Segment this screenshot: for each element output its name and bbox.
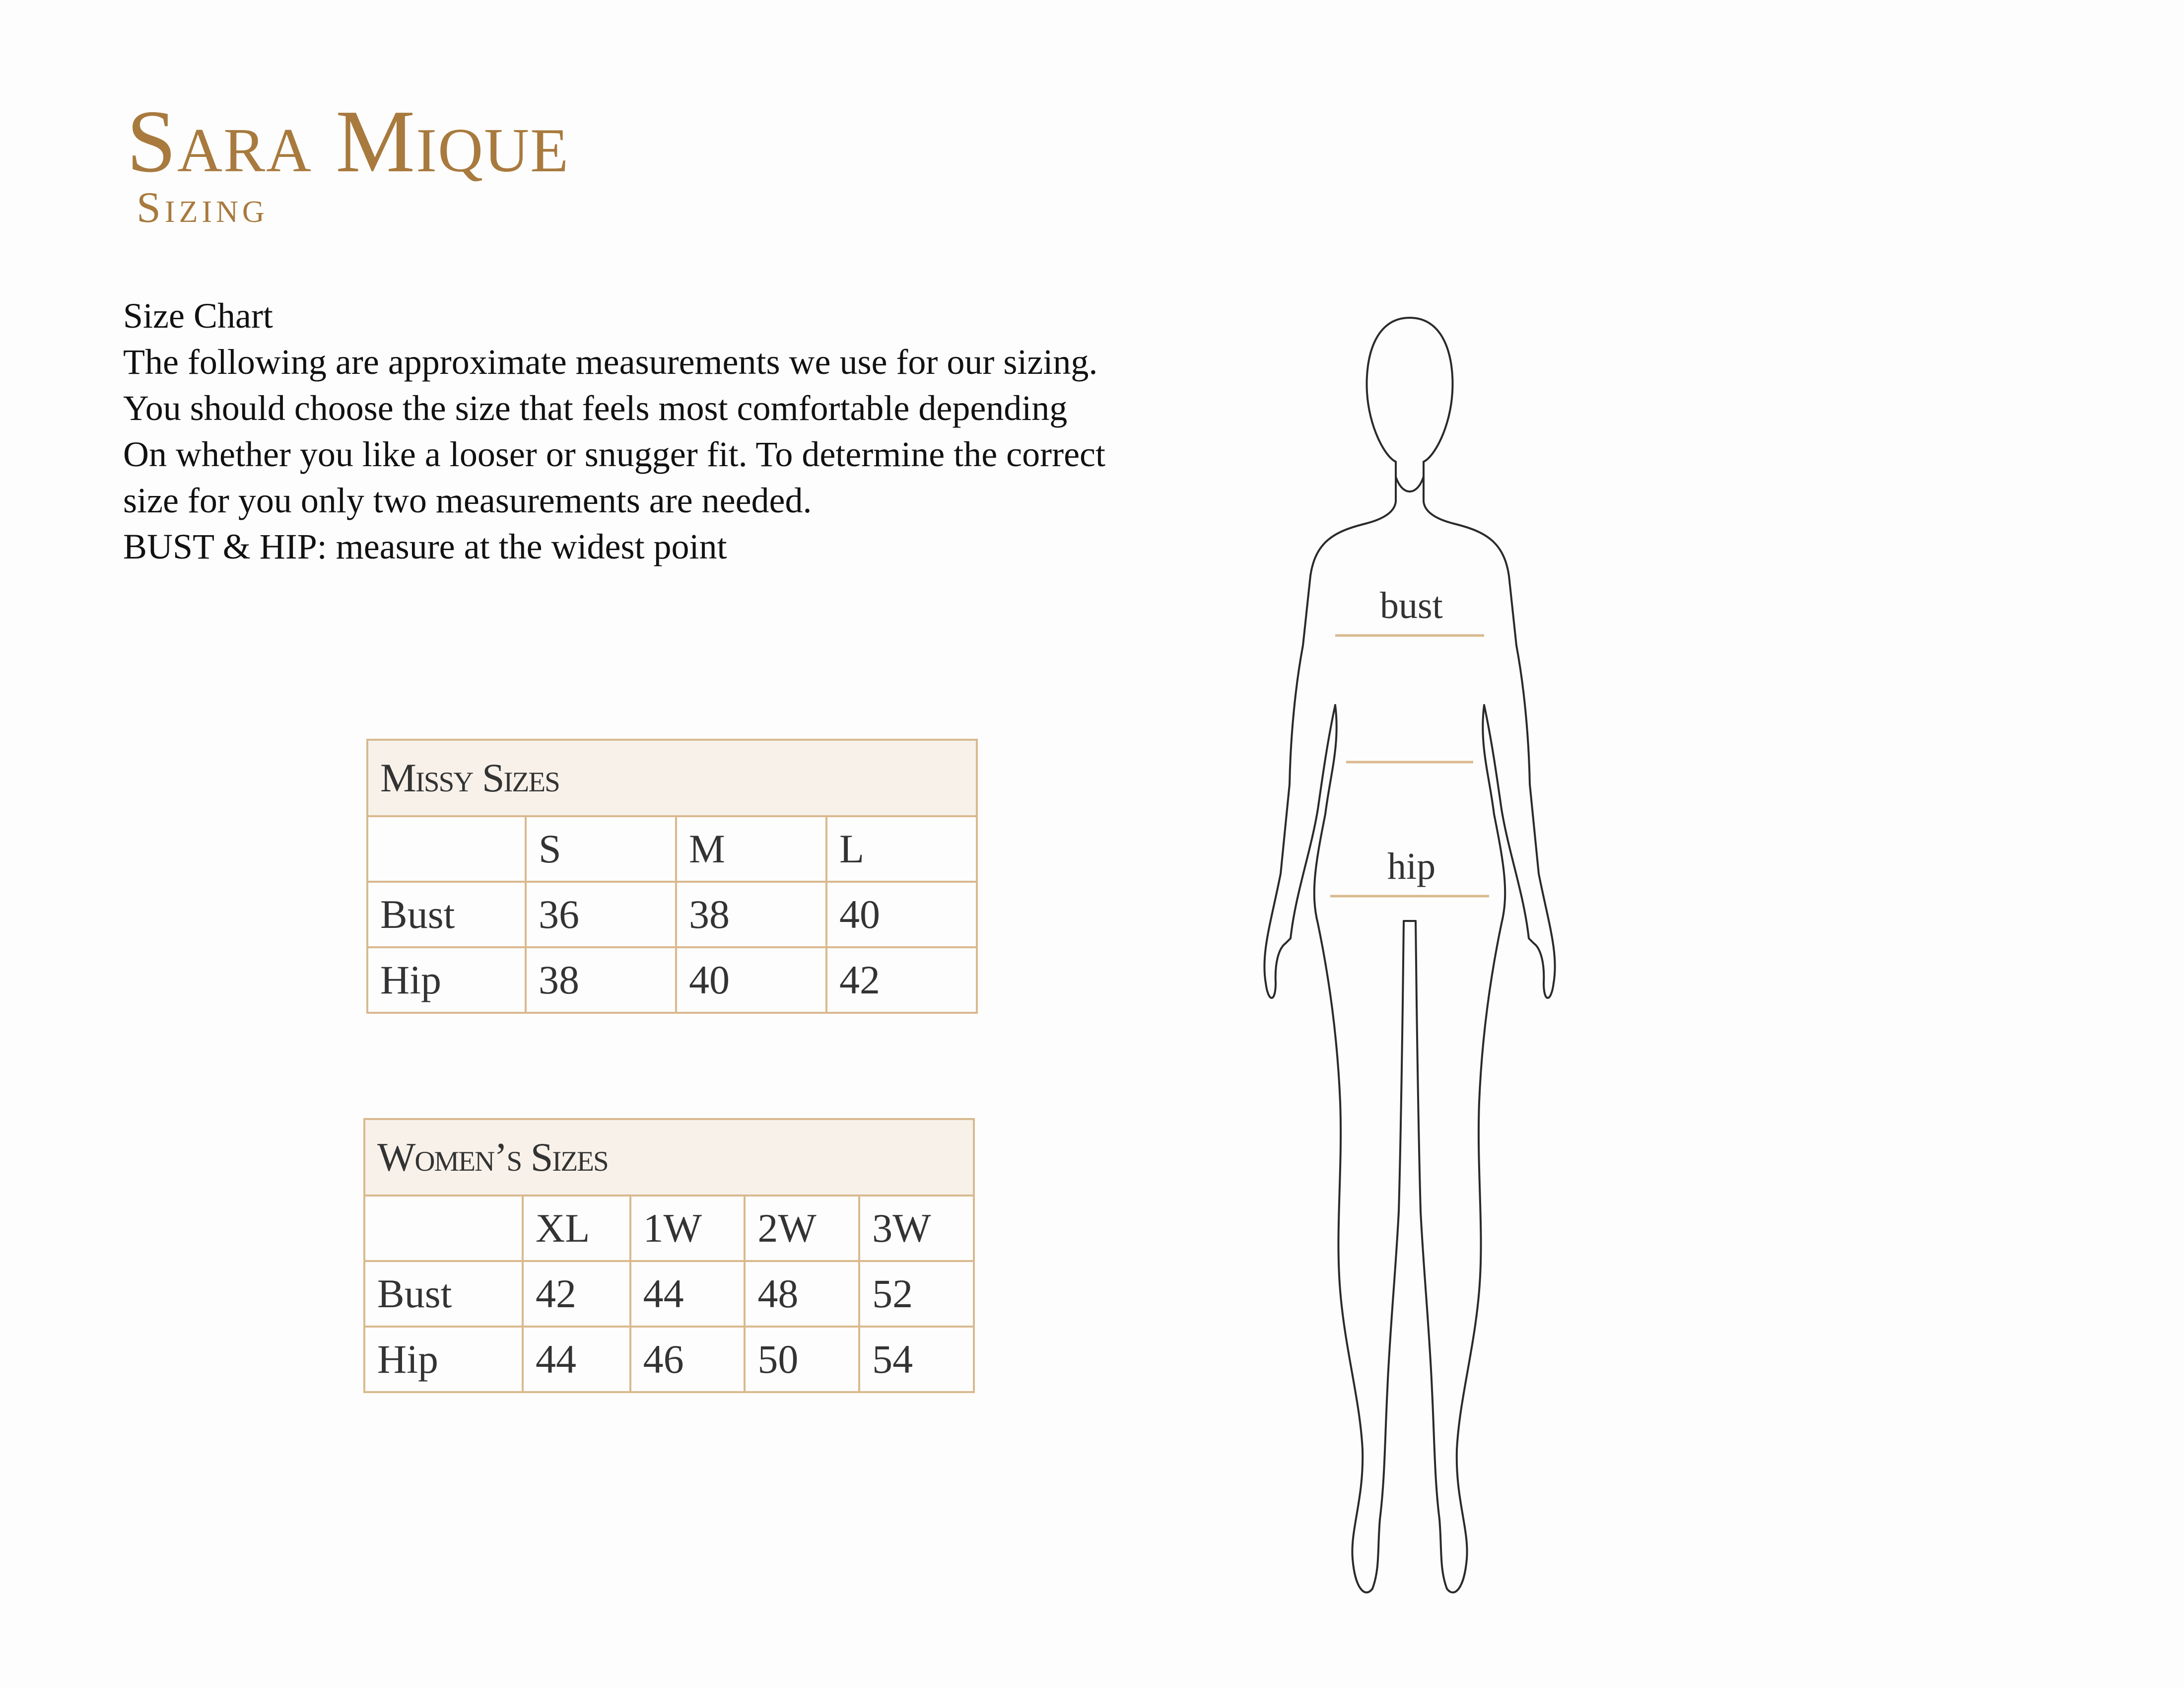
measure-cell: 50 (745, 1327, 859, 1392)
brand-subtitle: Sizing (136, 184, 269, 232)
measure-cell: 38 (526, 947, 676, 1013)
bust-label: bust (1380, 585, 1443, 627)
brand-title: Sara Mique (127, 92, 570, 191)
missy-size-table (366, 739, 978, 1014)
measure-cell: 40 (676, 947, 826, 1013)
measure-cell: 44 (630, 1261, 745, 1327)
women-table-title: Women’s Sizes (364, 1119, 974, 1196)
measure-cell: 46 (630, 1327, 745, 1392)
size-header-row (364, 1196, 974, 1261)
figure-head (1264, 318, 1555, 1593)
intro-text (123, 293, 1265, 570)
body-figure-illustration (1216, 298, 1603, 1628)
missy-table-title: Missy Sizes (367, 740, 977, 816)
measure-cell: 44 (523, 1327, 630, 1392)
row-label: Bust (367, 882, 526, 947)
size-header-cell: 2W (745, 1196, 859, 1261)
measure-cell: 36 (526, 882, 676, 947)
measure-cell: 42 (523, 1261, 630, 1327)
measure-cell: 48 (745, 1261, 859, 1327)
size-header-cell: L (826, 816, 977, 882)
row-label: Bust (364, 1261, 523, 1327)
hip-row (367, 947, 977, 1013)
intro-line: size for you only two measurements are needed. (123, 481, 812, 520)
intro-line: On whether you like a looser or snugger fit. To determine the correct (123, 434, 1105, 474)
corner-cell (364, 1196, 523, 1261)
figure-neck-line (1396, 477, 1424, 492)
size-header-cell: M (676, 816, 826, 882)
hip-row (364, 1327, 974, 1392)
size-header-cell: 3W (859, 1196, 974, 1261)
hip-label: hip (1387, 845, 1436, 887)
measure-cell: 54 (859, 1327, 974, 1392)
intro-line: The following are approximate measurements we use for our sizing. (123, 342, 1098, 382)
size-header-row (367, 816, 977, 882)
intro-heading: Size Chart (123, 296, 273, 336)
table-title-row (364, 1119, 974, 1196)
corner-cell (367, 816, 526, 882)
size-header-cell: S (526, 816, 676, 882)
intro-line: BUST & HIP: measure at the widest point (123, 527, 727, 566)
row-label: Hip (367, 947, 526, 1013)
measure-cell: 38 (676, 882, 826, 947)
measure-cell: 42 (826, 947, 977, 1013)
bust-row (364, 1261, 974, 1327)
size-header-cell: 1W (630, 1196, 745, 1261)
row-label: Hip (364, 1327, 523, 1392)
bust-row (367, 882, 977, 947)
table-title-row (367, 740, 977, 816)
measure-cell: 52 (859, 1261, 974, 1327)
women-size-table (363, 1118, 975, 1393)
size-header-cell: XL (523, 1196, 630, 1261)
intro-line: You should choose the size that feels most comfortable depending (123, 388, 1068, 428)
brand-logo (127, 92, 570, 232)
measure-cell: 40 (826, 882, 977, 947)
